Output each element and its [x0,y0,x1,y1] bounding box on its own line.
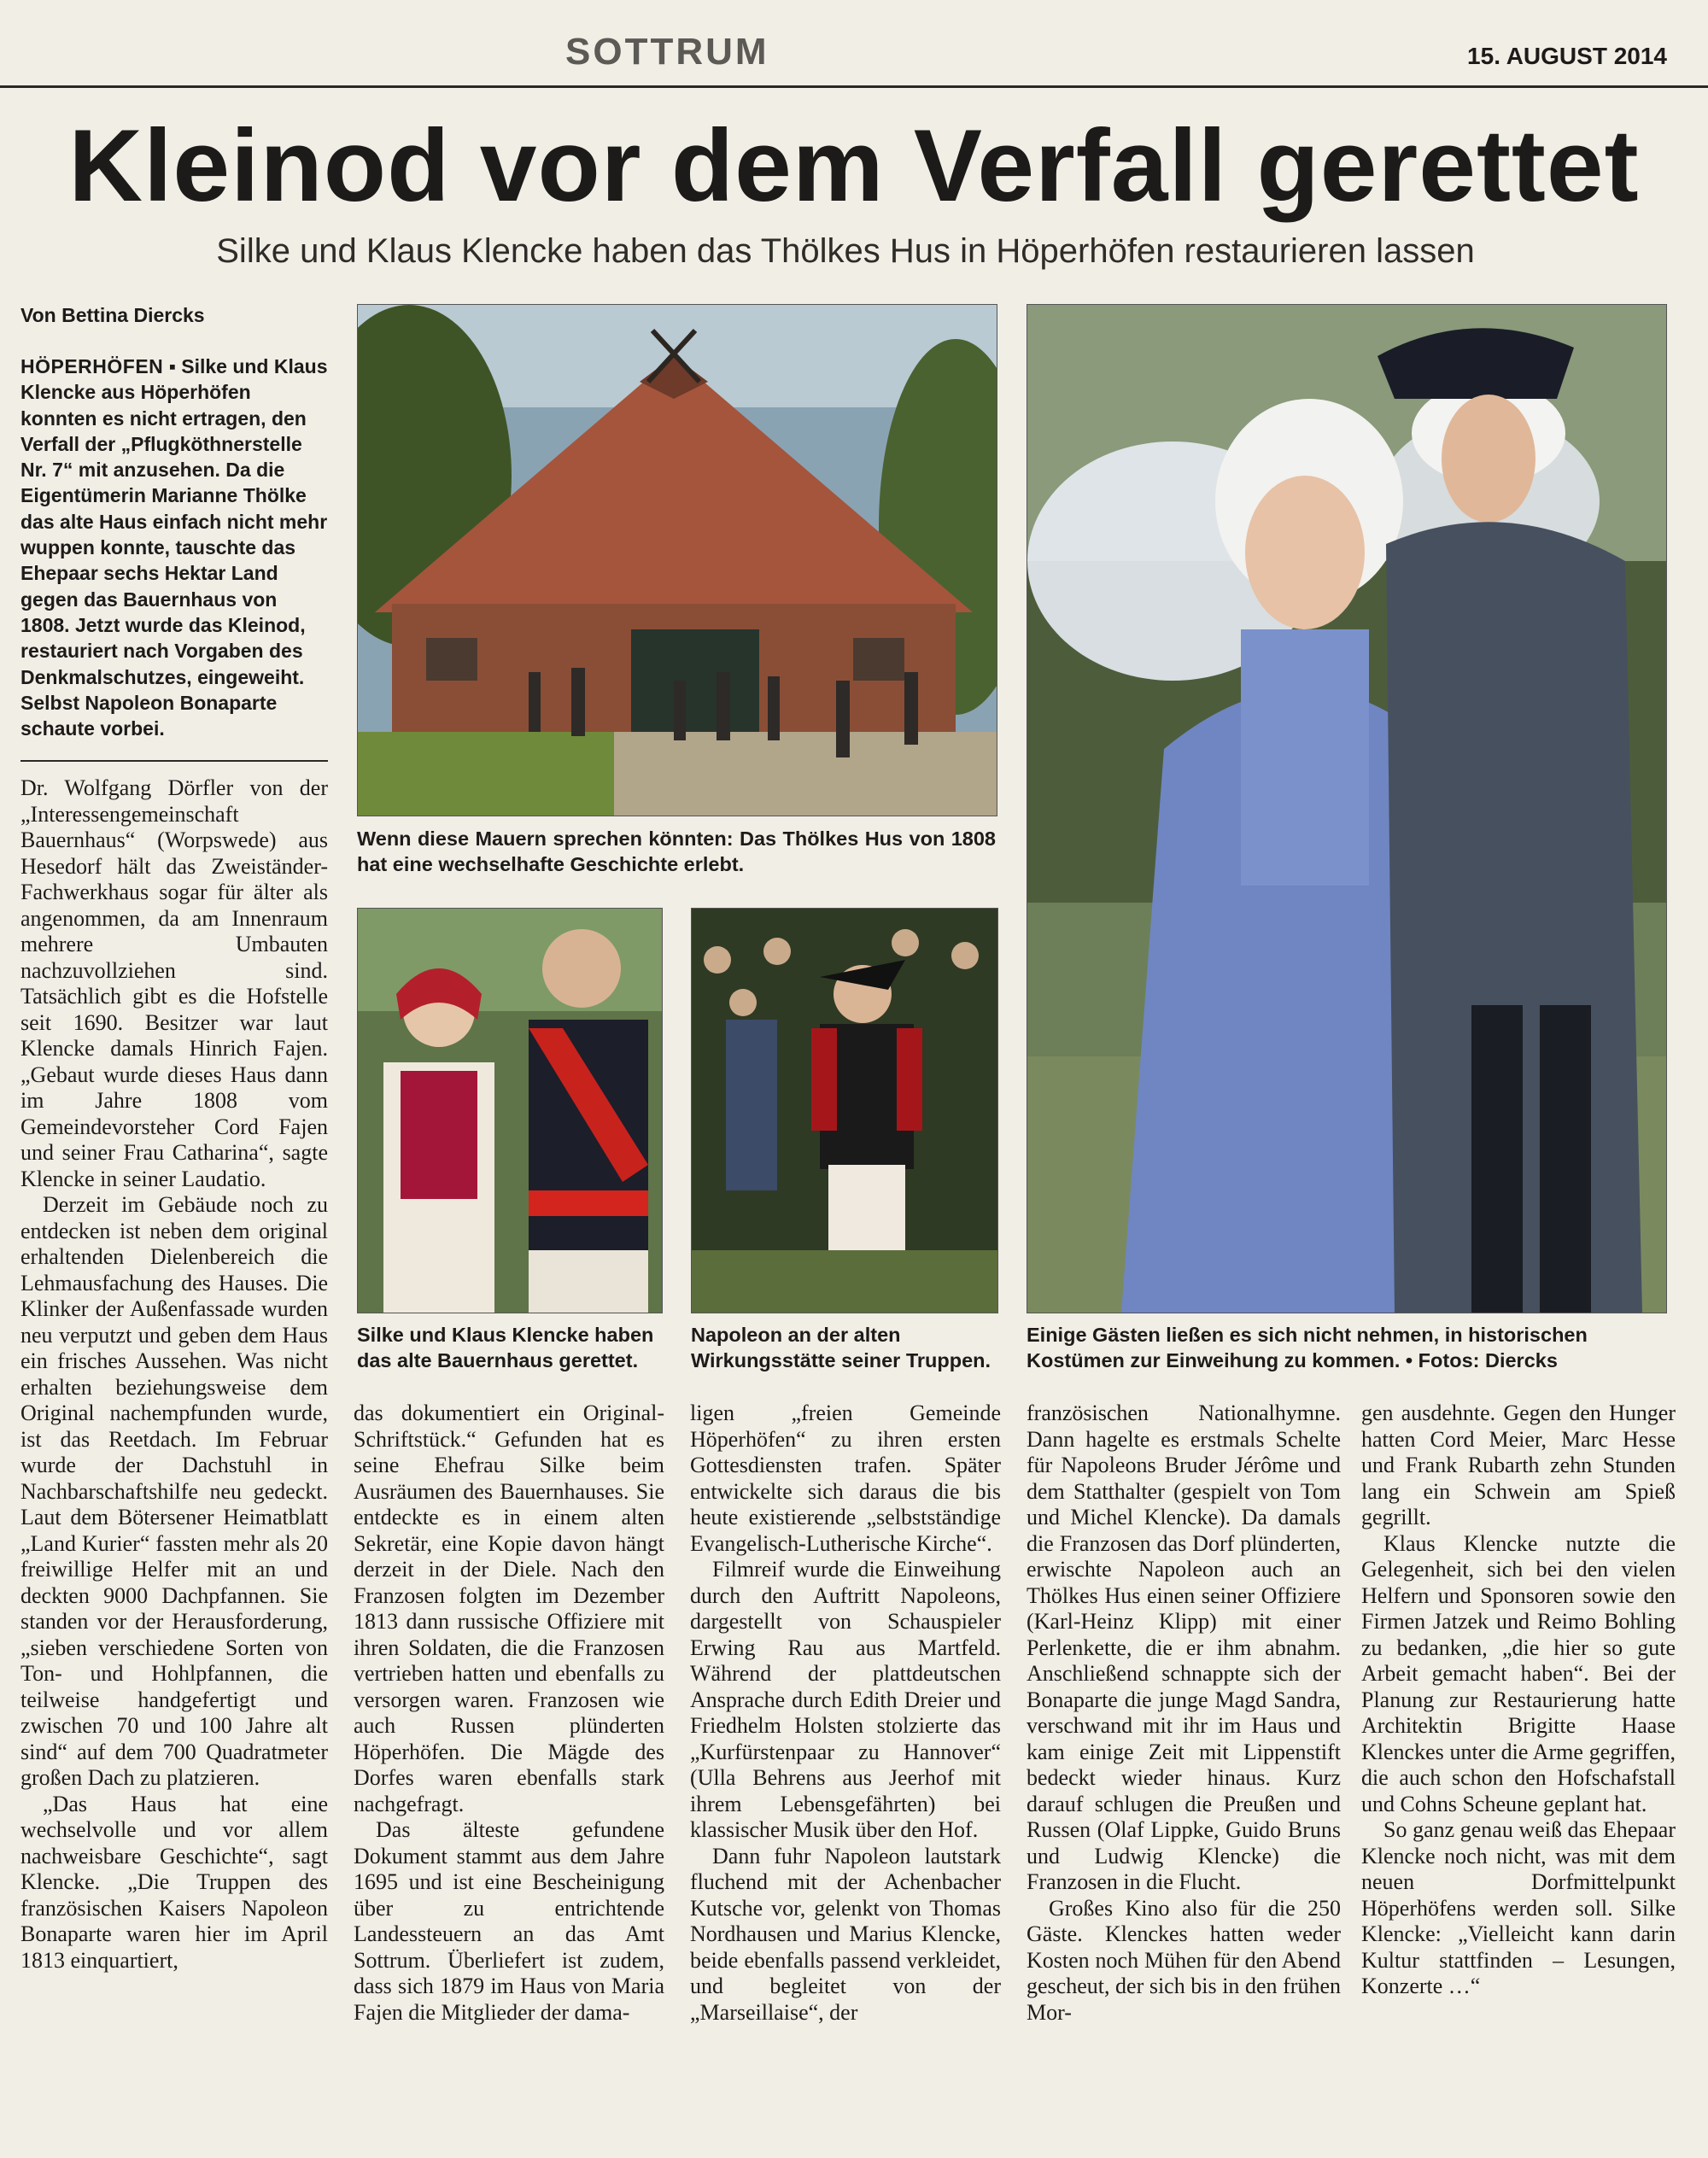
paragraph: Dann fuhr Napoleon lautstark fluchend mit der Achenbacher Kutsche vor, gelenkt von Thomas Nordhausen und Marius Klencke, beide ebenfalls passend verkleidet, und begleitet von der „Marseillaise“, der [690,1843,1001,2025]
napoleon-caption: Napoleon an der alten Wirkungsstätte seiner Truppen. [691,1324,991,1371]
body-column-2 [354,1401,664,2152]
lead-text: Silke und Klaus Klencke aus Höperhöfen konnten es nicht ertragen, den Verfall der „Pflugköthnerstelle Nr. 7“ mit anzusehen. Da die Eigentümerin Marianne Thölke das alte Haus einfach nicht mehr wuppen konnte, tauschte das Ehepaar sechs Hektar Land gegen das Bauernhaus von 1808. Jetzt wurde das Kleinod, restauriert nach Vorgaben des Denkmalschutzes, eingeweiht. Selbst Napoleon Bonaparte schaute vorbei. [20,355,328,740]
body-column-4 [1027,1401,1341,2152]
paragraph: französischen Nationalhymne. Dann hagelte es erstmals Schelte für Napoleons Bruder Jérôme und dem Statthalter (gespielt von Tom und Michel Klencke). Da damals die Franzosen das Dorf plünderten, erwischte Napoleon auch an Thölkes Hus einen seiner Offiziere (Karl-Heinz Klipp) mit einer Perlenkette, die er ihm abnahm. Anschließend schnappte sich der Bonaparte die junge Magd Sandra, verschwand mit ihr im Haus und kam einige Zeit mit Lippenstift bedeckt wieder hinaus. Kurz darauf schlugen die Preußen und Russen (Olaf Lippke, Guido Bruns und Ludwig Klencke) die Franzosen in die Flucht. [1027,1401,1341,1894]
dateline: HÖPERHÖFEN [20,355,164,377]
lead-rule [20,760,328,762]
byline: Von Bettina Diercks [20,304,205,326]
paragraph: Derzeit im Gebäude noch zu entdecken ist neben dem original erhaltenden Dielenbereich die Lehmausfachung des Hauses. Die Klinker der Außenfassade wurden neu verputzt und geben dem Haus ein frisches Aussehen. Was nicht erhalten beziehungsweise dem Original nachempfunden wurde, ist das Reetdach. Im Februar wurde der Dachstuhl in Nachbarschaftshilfe neu gedeckt. Laut dem Bötersener Heimatblatt „Land Kurier“ fassten mehr als 20 freiwillige Helfer mit an und deckten 9000 Dachpfannen. Sie standen vor der Herausforderung, „sieben verschiedene Sorten von Ton- und Hohlpfannen, die teilweise handgefertigt und zwischen 70 und 100 Jahre alt sind“ auf dem 700 Quadratmeter großen Dach zu platzieren. [20,1192,328,1790]
napoleon-photo [691,908,998,1313]
article-lead [20,354,328,741]
paragraph: Dr. Wolfgang Dörfler von der „Interessengemeinschaft Bauernhaus“ (Worpswede) aus Hesedorf hält das Zweiständer-Fachwerkhaus sogar für älter als angenommen, da am Innenraum mehrere Umbauten nachzuvollziehen sind. Tatsächlich gibt es die Hofstelle seit 1690. Besitzer war laut Klencke damals Hinrich Fajen. „Gebaut wurde dieses Haus dann im Jahre 1808 vom Gemeindevorsteher Cord Fajen und seiner Frau Catharina“, sagte Klencke in seiner Laudatio. [20,775,328,1191]
article-subheadline: Silke und Klaus Klencke haben das Thölkes Hus in Höperhöfen restaurieren lassen [216,232,1475,270]
header-rule [0,85,1708,88]
paragraph: „Das Haus hat eine wechselvolle und vor allem nachweisbare Geschichte“, sagt Klencke. „Die Truppen des französischen Kaisers Napoleon Bonaparte waren hier im April 1813 einquartiert, [20,1791,328,1973]
body-column-5 [1361,1401,1676,2152]
costumed-guests-photo [1027,304,1667,1313]
farmhouse-caption: Wenn diese Mauern sprechen könnten: Das Thölkes Hus von 1808 hat eine wechselhafte Geschichte erlebt. [357,828,996,875]
paragraph: ligen „freien Gemeinde Höperhöfen“ zu ihren ersten Gottesdiensten trafen. Später entwickelte sich daraus die bis heute existierende „selbstständige Evangelisch-Lutherische Kirche“. [690,1401,1001,1556]
dateline-bullet: ▪ [168,355,182,377]
couple-photo [357,908,663,1313]
article-headline: Kleinod vor dem Verfall gerettet [68,108,1640,223]
body-column-1 [20,775,328,2150]
paragraph: das dokumentiert ein Original-Schriftstück.“ Gefunden hat es seine Ehefrau Silke beim Ausräumen des Bauernhauses. Sie entdeckte es in einem alten Sekretär, eine Kopie davon hängt derzeit in der Diele. Nach den Franzosen folgten im Dezember 1813 dann russische Offiziere mit ihren Soldaten, die die Franzosen vertrieben hatten und ebenfalls zu versorgen waren. Franzosen wie auch Russen plünderten Höperhöfen. Die Mägde des Dorfes waren ebenfalls stark nachgefragt. [354,1401,664,1816]
paragraph: Filmreif wurde die Einweihung durch den Auftritt Napoleons, dargestellt von Schauspieler Erwing Rau aus Martfeld. Während der plattdeutschen Ansprache durch Edith Dreier und Friedhelm Holsten stolzierte das „Kurfürstenpaar zu Hannover“ (Ulla Behrens aus Jeerhof mit ihrem Lebensgefährten) bei klassischer Musik über den Hof. [690,1557,1001,1842]
paragraph: Klaus Klencke nutzte die Gelegenheit, sich bei den vielen Helfern und Sponsoren sowie den Firmen Jatzek und Reimo Bohling zu bedanken, „die hier so gute Arbeit gemacht haben“. Bei der Planung zur Restaurierung hatte Architektin Brigitte Haase Klenckes unter die Arme gegriffen, die auch schon den Hofschafstall und Cohns Scheune geplant hat. [1361,1530,1676,1816]
costumed-guests-caption: Einige Gästen ließen es sich nicht nehmen, in historischen Kostümen zur Einweihung zu kommen. • Fotos: Diercks [1027,1324,1588,1371]
paragraph: Das älteste gefundene Dokument stammt aus dem Jahre 1695 und ist eine Bescheinigung über zu entrichtende Landessteuern an das Amt Sottrum. Überliefert ist zudem, dass sich 1879 im Haus von Maria Fajen die Mitglieder der dama- [354,1817,664,2025]
paragraph: gen ausdehnte. Gegen den Hunger hatten Cord Meier, Marc Hesse und Frank Rubarth zehn Stunden lang ein Schwein am Spieß gegrillt. [1361,1401,1676,1529]
section-label: SOTTRUM [565,31,769,73]
paragraph: So ganz genau weiß das Ehepaar Klencke noch nicht, was mit dem neuen Dorfmittelpunkt Höperhöfens werden soll. Silke Klencke: „Vielleicht kann darin Kultur stattfinden – Lesungen, Konzerte …“ [1361,1817,1676,1998]
couple-caption: Silke und Klaus Klencke haben das alte Bauernhaus gerettet. [357,1324,654,1371]
publication-date: 15. AUGUST 2014 [1467,43,1667,69]
paragraph: Großes Kino also für die 250 Gäste. Klenckes hatten weder Kosten noch Mühen für den Abend gescheut, der sich bis in den frühen Mor- [1027,1895,1341,2025]
farmhouse-photo [357,304,997,816]
body-column-3 [690,1401,1001,2152]
